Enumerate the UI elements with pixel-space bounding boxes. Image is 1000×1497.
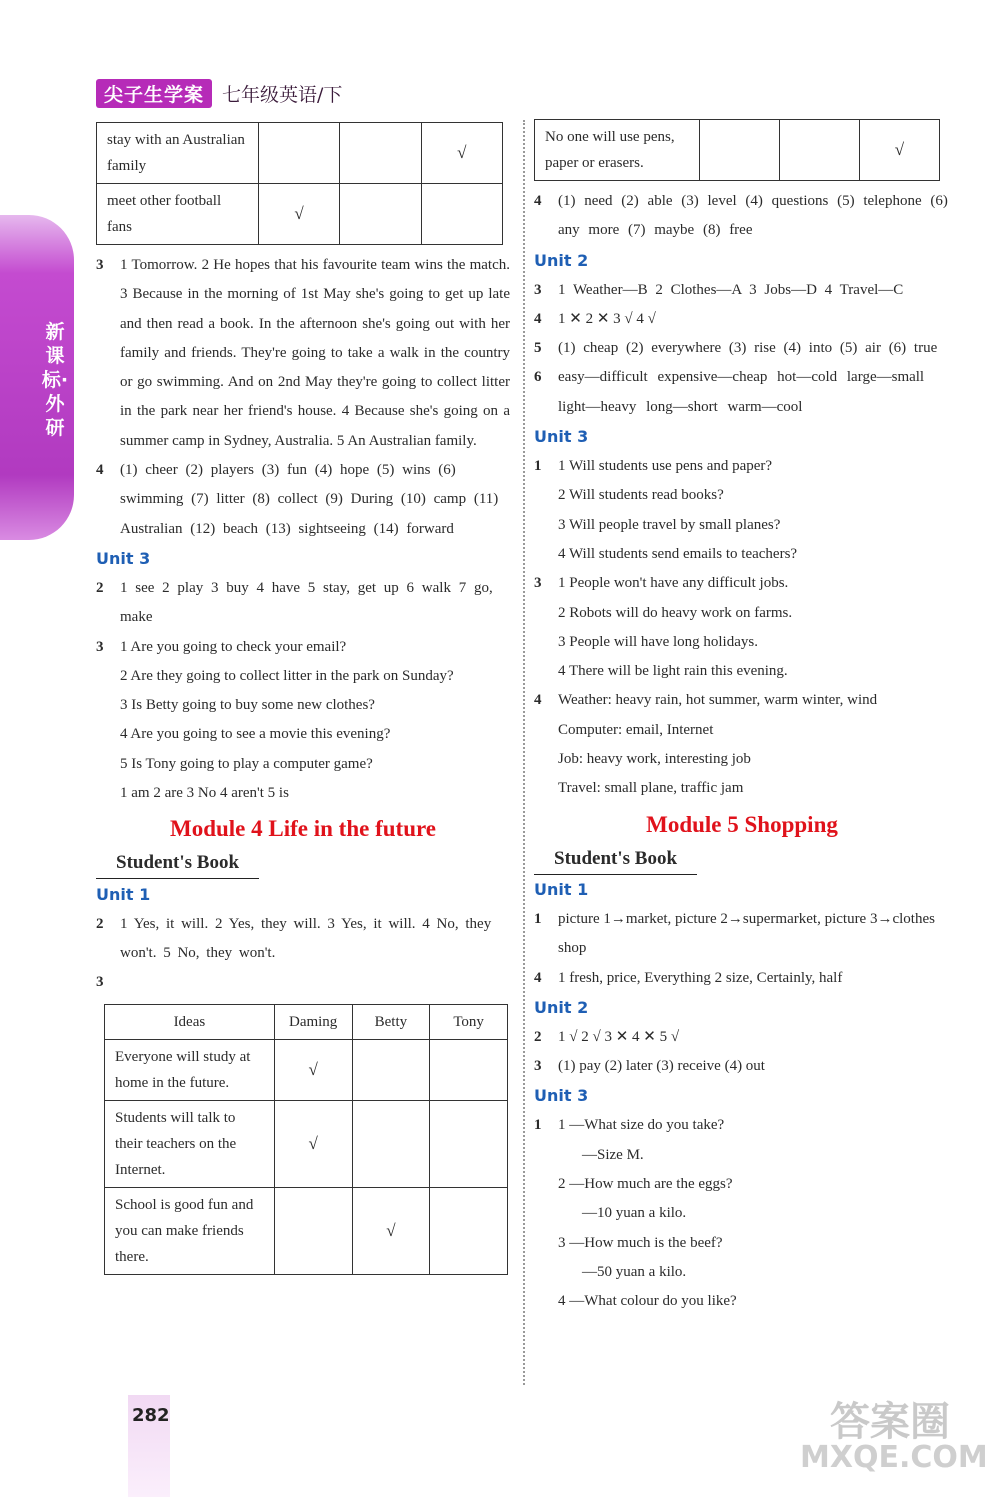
dialogue-answer: —10 yuan a kilo. bbox=[582, 1205, 687, 1222]
answer-block bbox=[534, 187, 950, 246]
answer-line: 1 am 2 are 3 No 4 aren't 5 is bbox=[120, 785, 289, 802]
answer-line: Travel: small plane, traffic jam bbox=[558, 780, 744, 797]
question-number: 2 bbox=[534, 1028, 542, 1045]
students-book-heading: Student's Book bbox=[534, 844, 697, 875]
answer-block bbox=[534, 686, 950, 803]
answer-line: 2 Robots will do heavy work on farms. bbox=[558, 604, 793, 621]
check-cell: √ bbox=[274, 1100, 352, 1187]
watermark-logo: 答案圈 bbox=[830, 1399, 950, 1445]
column-divider bbox=[523, 120, 525, 1385]
answer-line: 3 People will have long holidays. bbox=[558, 633, 758, 650]
answer-lines bbox=[558, 452, 950, 569]
watermark-url: MXQE.COM bbox=[800, 1440, 988, 1475]
answer-lines bbox=[558, 686, 950, 803]
dialogue-answer: —50 yuan a kilo. bbox=[582, 1263, 687, 1280]
right-column bbox=[534, 119, 950, 1317]
question-number: 1 bbox=[534, 458, 542, 475]
answer-block bbox=[96, 574, 510, 633]
answer-line: 1 People won't have any difficult jobs. bbox=[558, 575, 789, 592]
top-right-table bbox=[534, 119, 940, 181]
unit-heading: Unit 1 bbox=[534, 879, 589, 899]
answer-lines bbox=[558, 569, 950, 686]
unit-heading: Unit 2 bbox=[534, 250, 589, 270]
answer-block bbox=[534, 569, 950, 686]
question-number: 3 bbox=[96, 638, 104, 655]
page-number: 282 bbox=[132, 1405, 170, 1426]
answer-block bbox=[96, 456, 510, 544]
question-number: 4 bbox=[534, 692, 542, 709]
column-header: Ideas bbox=[105, 1004, 275, 1039]
check-cell bbox=[779, 120, 859, 181]
column-header: Betty bbox=[352, 1004, 430, 1039]
answer-block bbox=[534, 452, 950, 569]
ideas-table bbox=[104, 1004, 508, 1275]
check-cell bbox=[340, 184, 421, 245]
answer-block bbox=[534, 334, 950, 363]
answer-block bbox=[534, 1052, 950, 1081]
answer-text: 1 fresh, price, Everything 2 size, Certainly, half bbox=[558, 969, 843, 986]
unit-heading: Unit 3 bbox=[534, 427, 589, 447]
idea-cell: meet other football fans bbox=[97, 184, 259, 245]
question-number: 4 bbox=[96, 462, 104, 479]
check-cell bbox=[258, 123, 339, 184]
idea-cell: School is good fun and you can make friends there. bbox=[105, 1187, 275, 1274]
dialogue-answer: —Size M. bbox=[582, 1146, 644, 1163]
students-book-heading: Student's Book bbox=[96, 848, 259, 879]
answer-text: 1 ✕ 2 ✕ 3 √ 4 √ bbox=[558, 310, 656, 327]
check-cell: √ bbox=[421, 123, 502, 184]
check-cell bbox=[430, 1039, 508, 1100]
answer-text: (1) need (2) able (3) level (4) questions (5) telephone (6) any more (7) maybe (8) free bbox=[558, 193, 948, 239]
side-tab-label: 新课标·外研 bbox=[41, 321, 69, 439]
check-cell bbox=[430, 1187, 508, 1274]
answer-text: 1 Yes, it will. 2 Yes, they will. 3 Yes, it will. 4 No, they won't. 5 No, they won't. bbox=[120, 915, 492, 961]
unit-heading: Unit 1 bbox=[96, 884, 151, 904]
check-cell: √ bbox=[352, 1187, 430, 1274]
answer-line: 5 Is Tony going to play a computer game? bbox=[120, 755, 373, 772]
answer-block bbox=[96, 910, 510, 969]
brand-title: 尖子生学案 bbox=[96, 79, 212, 108]
dialogue-question: 3 —How much is the beef? bbox=[558, 1234, 723, 1251]
answer-block bbox=[534, 305, 950, 334]
answer-block bbox=[96, 251, 510, 456]
answer-line: Weather: heavy rain, hot summer, warm winter, wind bbox=[558, 692, 878, 709]
left-column bbox=[96, 122, 510, 1275]
answer-text: (1) pay (2) later (3) receive (4) out bbox=[558, 1058, 765, 1075]
answer-line: 4 There will be light rain this evening. bbox=[558, 663, 788, 680]
answer-block bbox=[534, 964, 950, 993]
check-cell: √ bbox=[274, 1039, 352, 1100]
table-row bbox=[105, 1039, 508, 1100]
module-heading: Module 5 Shopping bbox=[646, 811, 838, 837]
answer-line: Computer: email, Internet bbox=[558, 721, 714, 738]
check-cell bbox=[352, 1039, 430, 1100]
answer-block bbox=[534, 1111, 950, 1316]
answer-line: 3 Will people travel by small planes? bbox=[558, 516, 781, 533]
answer-line: Job: heavy work, interesting job bbox=[558, 751, 751, 768]
idea-cell: No one will use pens, paper or erasers. bbox=[535, 120, 700, 181]
question-number: 3 bbox=[96, 257, 104, 273]
dialogue-question: 2 —How much are the eggs? bbox=[558, 1176, 733, 1193]
unit-heading: Unit 3 bbox=[96, 548, 151, 568]
check-cell bbox=[340, 123, 421, 184]
answer-line: 2 Are they going to collect litter in the park on Sunday? bbox=[120, 667, 454, 684]
answer-text: easy—difficult expensive—cheap hot—cold large—small light—heavy long—short warm—cool bbox=[558, 369, 925, 415]
answer-line: 4 Will students send emails to teachers? bbox=[558, 545, 798, 562]
answer-block bbox=[534, 363, 950, 422]
answer-text: 1 Weather—B 2 Clothes—A 3 Jobs—D 4 Travel—C bbox=[558, 281, 904, 298]
question-number: 2 bbox=[96, 579, 104, 596]
column-header: Tony bbox=[430, 1004, 508, 1039]
check-cell bbox=[274, 1187, 352, 1274]
page-header bbox=[96, 80, 342, 106]
question-number: 4 bbox=[534, 310, 542, 327]
table-header-row bbox=[105, 1004, 508, 1039]
question-number: 1 bbox=[534, 910, 542, 927]
top-left-table bbox=[96, 122, 503, 245]
answer-line: 3 Is Betty going to buy some new clothes? bbox=[120, 697, 375, 714]
question-number: 3 bbox=[96, 974, 104, 991]
answer-lines bbox=[120, 633, 510, 809]
question-number: 2 bbox=[96, 915, 104, 932]
answer-text: 1 see 2 play 3 buy 4 have 5 stay, get up 6 walk 7 go, make bbox=[120, 579, 493, 626]
table-row bbox=[535, 120, 940, 181]
check-cell: √ bbox=[859, 120, 939, 181]
answer-text: picture 1→market, picture 2→supermarket, picture 3→clothes shop bbox=[558, 910, 935, 957]
check-cell bbox=[430, 1100, 508, 1187]
column-header: Daming bbox=[274, 1004, 352, 1039]
idea-cell: Everyone will study at home in the future. bbox=[105, 1039, 275, 1100]
dialogue-question: 4 —What colour do you like? bbox=[558, 1293, 737, 1310]
table-row bbox=[97, 123, 503, 184]
question-number: 6 bbox=[534, 369, 542, 386]
question-number: 3 bbox=[534, 575, 542, 592]
dialogue-question: 1 —What size do you take? bbox=[558, 1117, 725, 1134]
check-cell bbox=[421, 184, 502, 245]
idea-cell: stay with an Australian family bbox=[97, 123, 259, 184]
answer-block bbox=[534, 1023, 950, 1052]
question-number: 1 bbox=[534, 1117, 542, 1134]
answer-line: 4 Are you going to see a movie this evening? bbox=[120, 726, 391, 743]
answer-line: 2 Will students read books? bbox=[558, 487, 724, 504]
idea-cell: Students will talk to their teachers on the Internet. bbox=[105, 1100, 275, 1187]
check-cell: √ bbox=[258, 184, 339, 245]
unit-heading: Unit 2 bbox=[534, 997, 589, 1017]
question-number: 5 bbox=[534, 340, 542, 357]
table-row bbox=[97, 184, 503, 245]
unit-heading: Unit 3 bbox=[534, 1086, 589, 1106]
question-number: 4 bbox=[534, 193, 542, 209]
answer-line: 1 Are you going to check your email? bbox=[120, 638, 347, 655]
question-number: 3 bbox=[534, 1058, 542, 1075]
table-row bbox=[105, 1100, 508, 1187]
module-heading: Module 4 Life in the future bbox=[170, 816, 436, 842]
answer-block bbox=[96, 633, 510, 809]
check-cell bbox=[699, 120, 779, 181]
table-row bbox=[105, 1187, 508, 1274]
question-number: 4 bbox=[534, 969, 542, 986]
answer-block bbox=[534, 905, 950, 964]
answer-block bbox=[534, 276, 950, 305]
answer-text: 1 Tomorrow. 2 He hopes that his favourite team wins the match. 3 Because in the morning of 1st May she's going to get up late and then read a book. In the afternoon she's going out with her family and friends. They're going to take a walk in the country or go swimming. And on 2nd May they're going to collect litter in the park near her friend's house. 4 Because she's going on a summer camp in Sydney, Australia. 5 An Australian family. bbox=[120, 257, 510, 449]
question-number: 3 bbox=[534, 281, 542, 298]
answer-line: 1 Will students use pens and paper? bbox=[558, 458, 773, 475]
check-cell bbox=[352, 1100, 430, 1187]
answer-block bbox=[96, 968, 510, 997]
answer-text: (1) cheap (2) everywhere (3) rise (4) into (5) air (6) true bbox=[558, 340, 938, 357]
answer-text: 1 √ 2 √ 3 ✕ 4 ✕ 5 √ bbox=[558, 1028, 680, 1045]
book-subtitle: 七年级英语/下 bbox=[222, 83, 343, 106]
dialogue-lines bbox=[558, 1111, 950, 1316]
answer-text: (1) cheer (2) players (3) fun (4) hope (5) wins (6) swimming (7) litter (8) collect (9) During (10) camp (11) Australian (12) beach (13) sightseeing (14) forward bbox=[120, 462, 499, 537]
